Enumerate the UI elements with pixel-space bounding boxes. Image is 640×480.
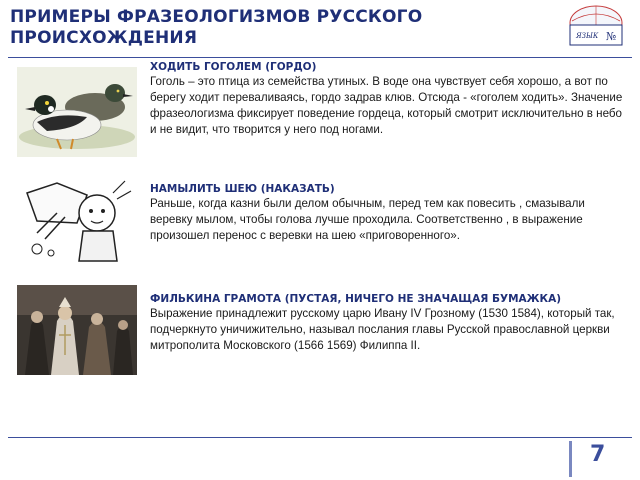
slide-title: ПРИМЕРЫ ФРАЗЕОЛОГИЗМОВ РУССКОГО ПРОИСХОЖДЕНИЯ [10,7,423,48]
header-divider [8,57,632,58]
goldeneye-duck-image [17,67,137,157]
idiom-text-1: Гоголь – это птица из семейства утиных. В воде она чувствует себя хорошо, а вот по берегу ходит переваливаясь, гордо задрав клюв. Отсюда - «гоголем ходить». Значение фразеологизма фиксирует поведение гордеца, который смотрит исключительно в небо и не видит, что творится у него под ногами. [150,75,623,136]
footer-accent-bar [569,441,572,477]
neck-soaping-cartoon-image [17,173,137,263]
idiom-item-1 [150,60,625,138]
idiom-text-3: Выражение принадлежит русскому царю Ивану IV Грозному (1530 1584), который так, подчеркнуто уничижительно, называл послания главы Русской православной церкви митрополита Московского (1566 1569) Филиппа II. [150,307,615,352]
idiom-text-2: Раньше, когда казни были делом обычным, перед тем как повесить , смазывали веревку мылом, чтобы голова лучше проходила. Соответственно , в выражение произошел перенос с веревки на шею «приговоренного». [150,197,585,242]
logo-number: № [606,30,617,43]
ivan-metropolitan-painting-image [17,285,137,375]
idiom-heading-2: НАМЫЛИТЬ ШЕЮ (НАКАЗАТЬ) [150,183,335,195]
idiom-item-2 [150,182,625,244]
idiom-item-3 [150,292,625,354]
idiom-heading-3: ФИЛЬКИНА ГРАМОТА (ПУСТАЯ, НИЧЕГО НЕ ЗНАЧАЩАЯ БУМАЖКА) [150,293,562,305]
logo-label: ЯЗЫК [576,32,599,40]
language-logo [560,3,632,49]
idiom-heading-1: ХОДИТЬ ГОГОЛЕМ (ГОРДО) [150,61,317,73]
page-number: 7 [590,442,606,467]
footer-divider [8,437,632,438]
